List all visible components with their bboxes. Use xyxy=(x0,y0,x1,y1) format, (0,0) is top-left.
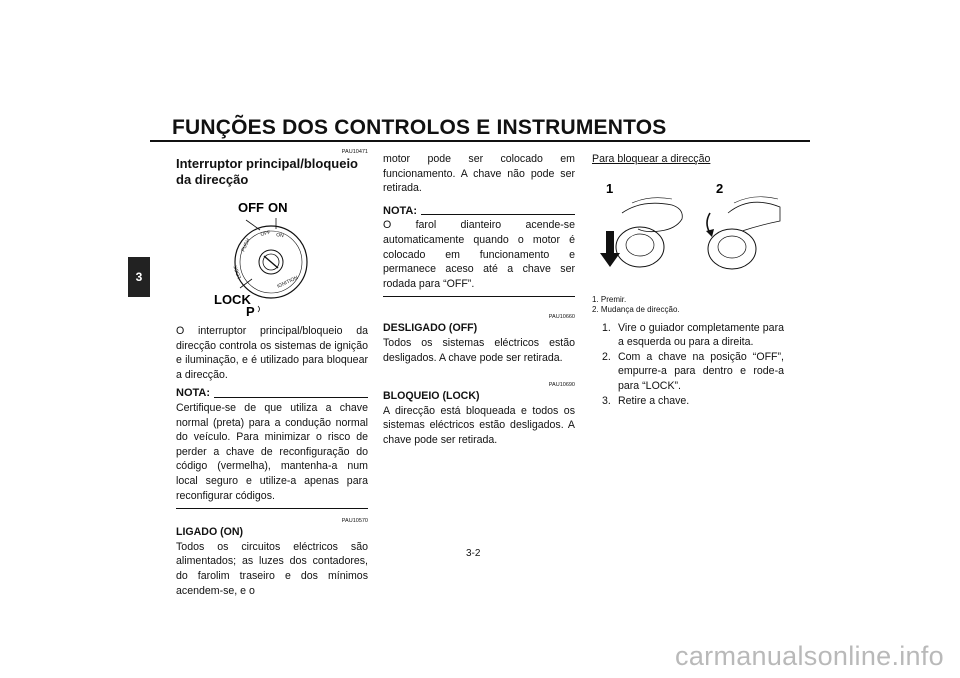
caption-2: 2. Mudança de direcção. xyxy=(592,304,680,314)
note-label: NOTA: xyxy=(383,204,418,217)
label-on: ON xyxy=(268,200,288,215)
note-divider xyxy=(176,503,368,509)
label-off: OFF xyxy=(238,200,264,215)
continued-text: motor pode ser colocado em funcionamento. A chave não pode ser retirada. xyxy=(383,153,575,195)
figure-number-1: 1 xyxy=(606,180,614,196)
note-text: O farol dianteiro acende-se automaticamente quando o motor é colocado em funcionamento e permanece aceso até a chave ser rodada para “OFF”. xyxy=(383,219,575,290)
on-heading: LIGADO (ON) xyxy=(176,526,244,539)
chapter-tab: 3 xyxy=(128,257,150,297)
note-label: NOTA: xyxy=(176,387,211,400)
page-title: FUNÇÕES DOS CONTROLOS E INSTRUMENTOS xyxy=(172,116,667,139)
intro-text: O interruptor principal/bloqueio da direcção controla os sistemas de ignição e iluminação, e é utilizado para bloquear a direcção. xyxy=(176,325,368,381)
key-ring-text xyxy=(232,230,299,290)
subtitle: Para bloquear a direcção xyxy=(592,153,711,165)
svg-text:PUSH: PUSH xyxy=(240,237,252,253)
section-code: PAU10570 xyxy=(341,518,368,525)
steps-list xyxy=(602,321,784,409)
step-item: 2. Com a chave na posição “OFF”, empurre-a para dentro e rode-a para “LOCK”. xyxy=(602,350,784,392)
ignition-switch-figure xyxy=(176,196,368,318)
title-rule xyxy=(150,140,810,142)
column-2 xyxy=(383,152,575,448)
label-p: P xyxy=(246,304,255,318)
step-item: 3. Retire a chave. xyxy=(602,394,690,407)
section-code: PAU10690 xyxy=(548,382,575,389)
lock-text: A direcção está bloqueada e todos os sistemas eléctricos estão desligados. A chave pode ser retirada. xyxy=(383,404,575,446)
column-3 xyxy=(592,152,784,408)
steering-lock-figure xyxy=(592,173,784,291)
figure-number-2: 2 xyxy=(716,180,724,196)
note-divider xyxy=(383,291,575,297)
note-text: Certifique-se de que utiliza a chave normal (preta) para a condução normal do veículo. Para minimizar o risco de perder a chave de reconfiguração do código (vermelha), mantenha-a num local seguro e utilize-a apenas para reconfigurar códigos. xyxy=(176,401,368,502)
svg-text:OFF: OFF xyxy=(259,229,272,238)
note-heading xyxy=(383,204,575,219)
label-lock: LOCK xyxy=(214,292,251,307)
figure-captions xyxy=(592,295,784,315)
caption-1: 1. Premir. xyxy=(592,294,627,304)
svg-text:LOCK: LOCK xyxy=(232,264,243,280)
column-1 xyxy=(176,148,368,598)
note-heading xyxy=(176,386,368,401)
off-heading: DESLIGADO (OFF) xyxy=(383,322,478,335)
lock-heading: BLOQUEIO (LOCK) xyxy=(383,390,480,403)
watermark: carmanualsonline.info xyxy=(675,641,944,671)
off-text: Todos os sistemas eléctricos estão desligados. A chave pode ser retirada. xyxy=(383,336,575,364)
svg-text:IGNITION: IGNITION xyxy=(276,274,299,290)
section-code: PAU10471 xyxy=(341,149,368,155)
page-number: 3-2 xyxy=(466,548,481,559)
step-item: 1. Vire o guiador completamente para a esquerda ou para a direita. xyxy=(602,321,784,349)
on-text: Todos os circuitos eléctricos são alimentados; as luzes dos contadores, do farolim traseiro e dos mínimos acendem-se, e o xyxy=(176,540,368,597)
section-heading: Interruptor principal/bloqueio da direcção xyxy=(176,156,358,187)
svg-text:ON: ON xyxy=(275,232,285,240)
section-code: PAU10660 xyxy=(548,314,575,321)
